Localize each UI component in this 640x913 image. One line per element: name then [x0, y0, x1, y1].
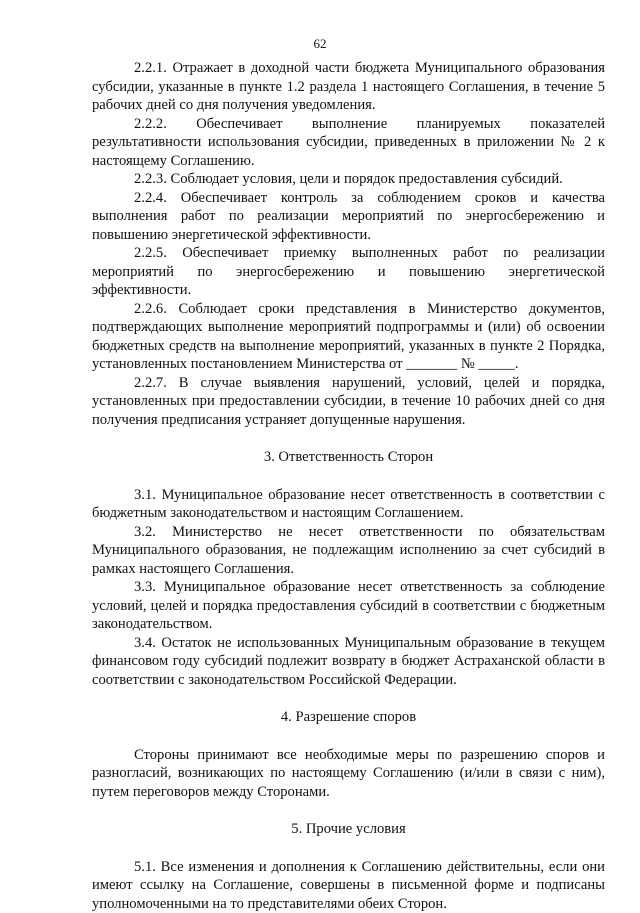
section-heading-5: 5. Прочие условия	[92, 820, 605, 839]
clause-2-2-1: 2.2.1. Отражает в доходной части бюджета Муниципального образования субсидии, указанные в пункте 1.2 раздела 1 настоящего Соглашения, в течение 5 рабочих дней со дня получения уведомления.	[92, 59, 605, 115]
section-heading-4: 4. Разрешение споров	[92, 708, 605, 727]
clause-3-4: 3.4. Остаток не использованных Муниципальным образование в текущем финансовом году субсидий подлежит возврату в бюджет Астраханской области в соответствии с законодательством Российской Федерации.	[92, 634, 605, 690]
clause-2-2-2: 2.2.2. Обеспечивает выполнение планируемых показателей результативности использования субсидии, приведенных в приложении № 2 к настоящему Соглашению.	[92, 115, 605, 171]
clause-2-2-4: 2.2.4. Обеспечивает контроль за соблюдением сроков и качества выполнения работ по реализации мероприятий по энергосбережению и повышению энергетической эффективности.	[92, 189, 605, 245]
clause-3-2: 3.2. Министерство не несет ответственности по обязательствам Муниципального образования, не подлежащим исполнению за счет субсидий в рамках настоящего Соглашения.	[92, 523, 605, 579]
section-heading-3: 3. Ответственность Сторон	[92, 448, 605, 467]
clause-3-3: 3.3. Муниципальное образование несет ответственность за соблюдение условий, целей и порядка предоставления субсидий в соответствии с бюджетным законодательством.	[92, 578, 605, 634]
clause-2-2-3: 2.2.3. Соблюдает условия, цели и порядок предоставления субсидий.	[92, 170, 605, 189]
clause-5-1: 5.1. Все изменения и дополнения к Соглашению действительны, если они имеют ссылку на Соглашение, совершены в письменной форме и подписаны уполномоченными на то представителями обеих Сторон.	[92, 858, 605, 913]
clause-2-2-6: 2.2.6. Соблюдает сроки представления в Министерство документов, подтверждающих выполнение мероприятий подпрограммы и (или) об освоении бюджетных средств на выполнение мероприятий, указанных в пункте 2 Порядка, установленных постановлением Министерства от _______ № _____.	[92, 300, 605, 374]
document-body	[92, 59, 605, 913]
section-4-text: Стороны принимают все необходимые меры по разрешению споров и разногласий, возникающих по настоящему Соглашению (и/или в связи с ним), путем переговоров между Сторонами.	[92, 746, 605, 802]
page-number: 62	[0, 36, 640, 52]
clause-2-2-7: 2.2.7. В случае выявления нарушений, условий, целей и порядка, установленных при предоставлении субсидии, в течение 10 рабочих дней со дня получения предписания устраняет допущенные нарушения.	[92, 374, 605, 430]
clause-3-1: 3.1. Муниципальное образование несет ответственность в соответствии с бюджетным законодательством и настоящим Соглашением.	[92, 486, 605, 523]
clause-2-2-5: 2.2.5. Обеспечивает приемку выполненных работ по реализации мероприятий по энергосбережению и повышению энергетической эффективности.	[92, 244, 605, 300]
